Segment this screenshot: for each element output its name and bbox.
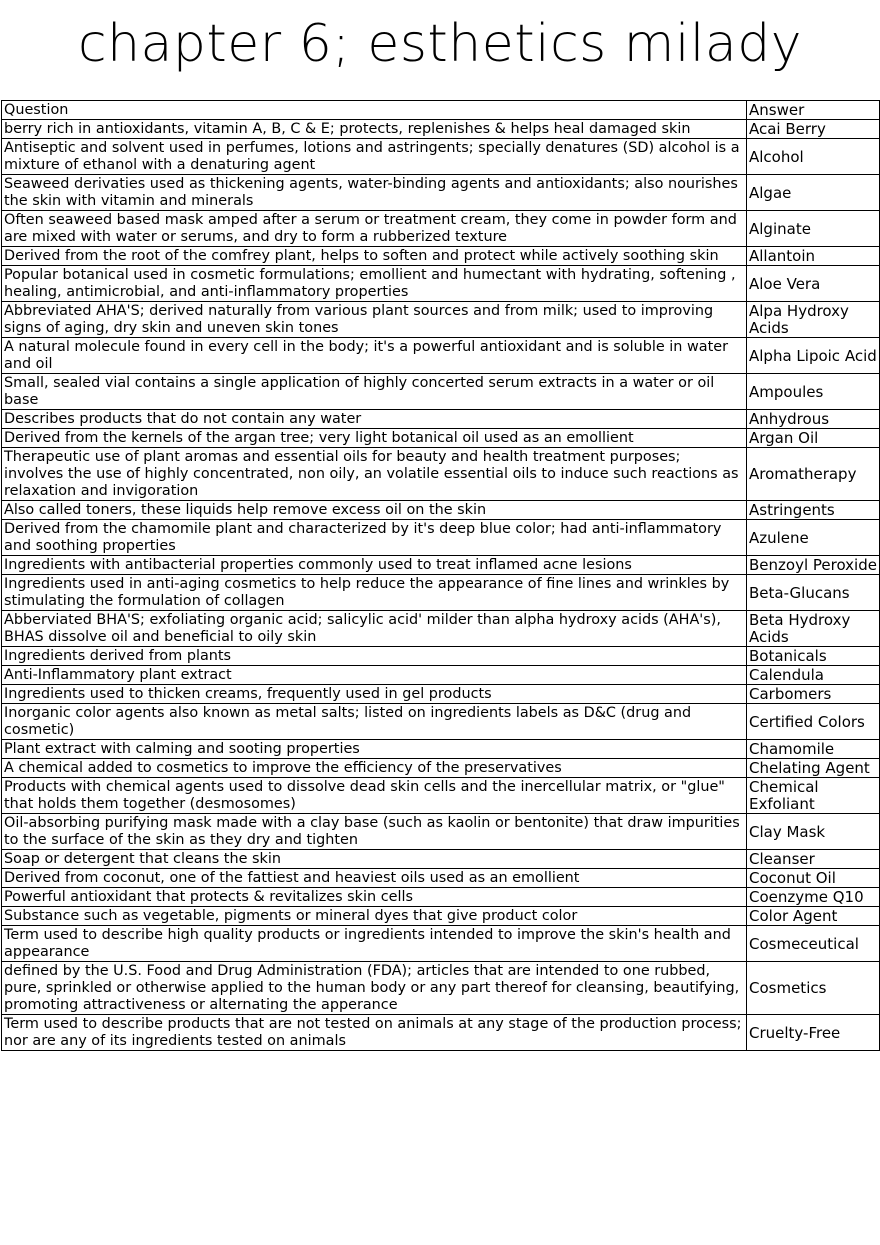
table-row [2, 120, 880, 139]
answer-cell: Alcohol [747, 139, 880, 175]
answer-cell: Algae [747, 175, 880, 211]
question-cell: Ingredients used to thicken creams, frequently used in gel products [2, 685, 747, 704]
answer-cell: Alginate [747, 211, 880, 247]
table-row [2, 429, 880, 448]
answer-cell: Clay Mask [747, 814, 880, 850]
table-row [2, 266, 880, 302]
table-row [2, 685, 880, 704]
answer-cell: Chelating Agent [747, 759, 880, 778]
answer-cell: Benzoyl Peroxide [747, 556, 880, 575]
question-cell: Plant extract with calming and sooting properties [2, 740, 747, 759]
table-row [2, 1015, 880, 1051]
answer-cell: Botanicals [747, 647, 880, 666]
table-row [2, 850, 880, 869]
table-row [2, 556, 880, 575]
question-cell: Ingredients used in anti-aging cosmetics to help reduce the appearance of fine lines and wrinkles by stimulating the formulation of collagen [2, 575, 747, 611]
column-header-question: Question [2, 101, 747, 120]
answer-cell: Allantoin [747, 247, 880, 266]
table-row [2, 869, 880, 888]
table-row [2, 888, 880, 907]
table-row [2, 647, 880, 666]
answer-cell: Coconut Oil [747, 869, 880, 888]
table-row [2, 962, 880, 1015]
answer-cell: Ampoules [747, 374, 880, 410]
table-row [2, 778, 880, 814]
answer-cell: Beta-Glucans [747, 575, 880, 611]
question-cell: berry rich in antioxidants, vitamin A, B, C & E; protects, replenishes & helps heal damaged skin [2, 120, 747, 139]
flashcard-table [1, 100, 880, 1051]
answer-cell: Alpa Hydroxy Acids [747, 302, 880, 338]
question-cell: Term used to describe products that are not tested on animals at any stage of the production process; nor are any of its ingredients tested on animals [2, 1015, 747, 1051]
table-row [2, 740, 880, 759]
question-cell: Small, sealed vial contains a single application of highly concerted serum extracts in a water or oil base [2, 374, 747, 410]
answer-cell: Cruelty-Free [747, 1015, 880, 1051]
table-row [2, 175, 880, 211]
question-cell: Soap or detergent that cleans the skin [2, 850, 747, 869]
table-row [2, 759, 880, 778]
answer-cell: Cosmetics [747, 962, 880, 1015]
question-cell: Ingredients with antibacterial properties commonly used to treat inflamed acne lesions [2, 556, 747, 575]
question-cell: Antiseptic and solvent used in perfumes, lotions and astringents; specially denatures (SD) alcohol is a mixture of ethanol with a denaturing agent [2, 139, 747, 175]
table-row [2, 139, 880, 175]
table-row [2, 926, 880, 962]
table-row [2, 247, 880, 266]
answer-cell: Argan Oil [747, 429, 880, 448]
question-cell: Often seaweed based mask amped after a serum or treatment cream, they come in powder form and are mixed with water or serums, and dry to form a rubberized texture [2, 211, 747, 247]
question-cell: Ingredients derived from plants [2, 647, 747, 666]
answer-cell: Acai Berry [747, 120, 880, 139]
answer-cell: Aromatherapy [747, 448, 880, 501]
question-cell: Popular botanical used in cosmetic formulations; emollient and humectant with hydrating, softening , healing, antimicrobial, and anti-inflammatory properties [2, 266, 747, 302]
table-row [2, 410, 880, 429]
answer-cell: Aloe Vera [747, 266, 880, 302]
table-header-row [2, 101, 880, 120]
column-header-answer: Answer [747, 101, 880, 120]
question-cell: A chemical added to cosmetics to improve the efficiency of the preservatives [2, 759, 747, 778]
question-cell: defined by the U.S. Food and Drug Administration (FDA); articles that are intended to one rubbed, pure, sprinkled or otherwise applied to the human body or any part thereof for cleansing, beautifying, promoting attractiveness or alternating the apperance [2, 962, 747, 1015]
question-cell: Term used to describe high quality products or ingredients intended to improve the skin's health and appearance [2, 926, 747, 962]
answer-cell: Chamomile [747, 740, 880, 759]
table-row [2, 302, 880, 338]
question-cell: Therapeutic use of plant aromas and essential oils for beauty and health treatment purposes; involves the use of highly concentrated, non oily, an volatile essential oils to induce such reactions as relaxation and invigoration [2, 448, 747, 501]
answer-cell: Carbomers [747, 685, 880, 704]
question-cell: Also called toners, these liquids help remove excess oil on the skin [2, 501, 747, 520]
page-title: chapter 6; esthetics milady [77, 14, 802, 74]
question-cell: A natural molecule found in every cell in the body; it's a powerful antioxidant and is soluble in water and oil [2, 338, 747, 374]
table-row [2, 448, 880, 501]
answer-cell: Cleanser [747, 850, 880, 869]
table-row [2, 666, 880, 685]
question-cell: Products with chemical agents used to dissolve dead skin cells and the inercellular matrix, or "glue" that holds them together (desmosomes) [2, 778, 747, 814]
table-row [2, 814, 880, 850]
answer-cell: Certified Colors [747, 704, 880, 740]
answer-cell: Coenzyme Q10 [747, 888, 880, 907]
question-cell: Powerful antioxidant that protects & revitalizes skin cells [2, 888, 747, 907]
answer-cell: Alpha Lipoic Acid [747, 338, 880, 374]
table-row [2, 611, 880, 647]
question-cell: Derived from the root of the comfrey plant, helps to soften and protect while actively soothing skin [2, 247, 747, 266]
table-row [2, 211, 880, 247]
answer-cell: Color Agent [747, 907, 880, 926]
question-cell: Derived from the kernels of the argan tree; very light botanical oil used as an emollient [2, 429, 747, 448]
question-cell: Anti-Inflammatory plant extract [2, 666, 747, 685]
table-row [2, 374, 880, 410]
table-row [2, 704, 880, 740]
question-cell: Seaweed derivaties used as thickening agents, water-binding agents and antioxidants; also nourishes the skin with vitamin and minerals [2, 175, 747, 211]
answer-cell: Anhydrous [747, 410, 880, 429]
question-cell: Inorganic color agents also known as metal salts; listed on ingredients labels as D&C (drug and cosmetic) [2, 704, 747, 740]
answer-cell: Calendula [747, 666, 880, 685]
question-cell: Derived from coconut, one of the fattiest and heaviest oils used as an emollient [2, 869, 747, 888]
answer-cell: Beta Hydroxy Acids [747, 611, 880, 647]
question-cell: Abberviated BHA'S; exfoliating organic acid; salicylic acid' milder than alpha hydroxy acids (AHA's), BHAS dissolve oil and beneficial to oily skin [2, 611, 747, 647]
table-row [2, 338, 880, 374]
answer-cell: Astringents [747, 501, 880, 520]
question-cell: Oil-absorbing purifying mask made with a clay base (such as kaolin or bentonite) that draw impurities to the surface of the skin as they dry and tighten [2, 814, 747, 850]
answer-cell: Cosmeceutical [747, 926, 880, 962]
answer-cell: Chemical Exfoliant [747, 778, 880, 814]
table-row [2, 575, 880, 611]
table-row [2, 907, 880, 926]
question-cell: Abbreviated AHA'S; derived naturally from various plant sources and from milk; used to improving signs of aging, dry skin and uneven skin tones [2, 302, 747, 338]
answer-cell: Azulene [747, 520, 880, 556]
question-cell: Substance such as vegetable, pigments or mineral dyes that give product color [2, 907, 747, 926]
table-row [2, 520, 880, 556]
question-cell: Describes products that do not contain any water [2, 410, 747, 429]
table-row [2, 501, 880, 520]
question-cell: Derived from the chamomile plant and characterized by it's deep blue color; had anti-inflammatory and soothing properties [2, 520, 747, 556]
